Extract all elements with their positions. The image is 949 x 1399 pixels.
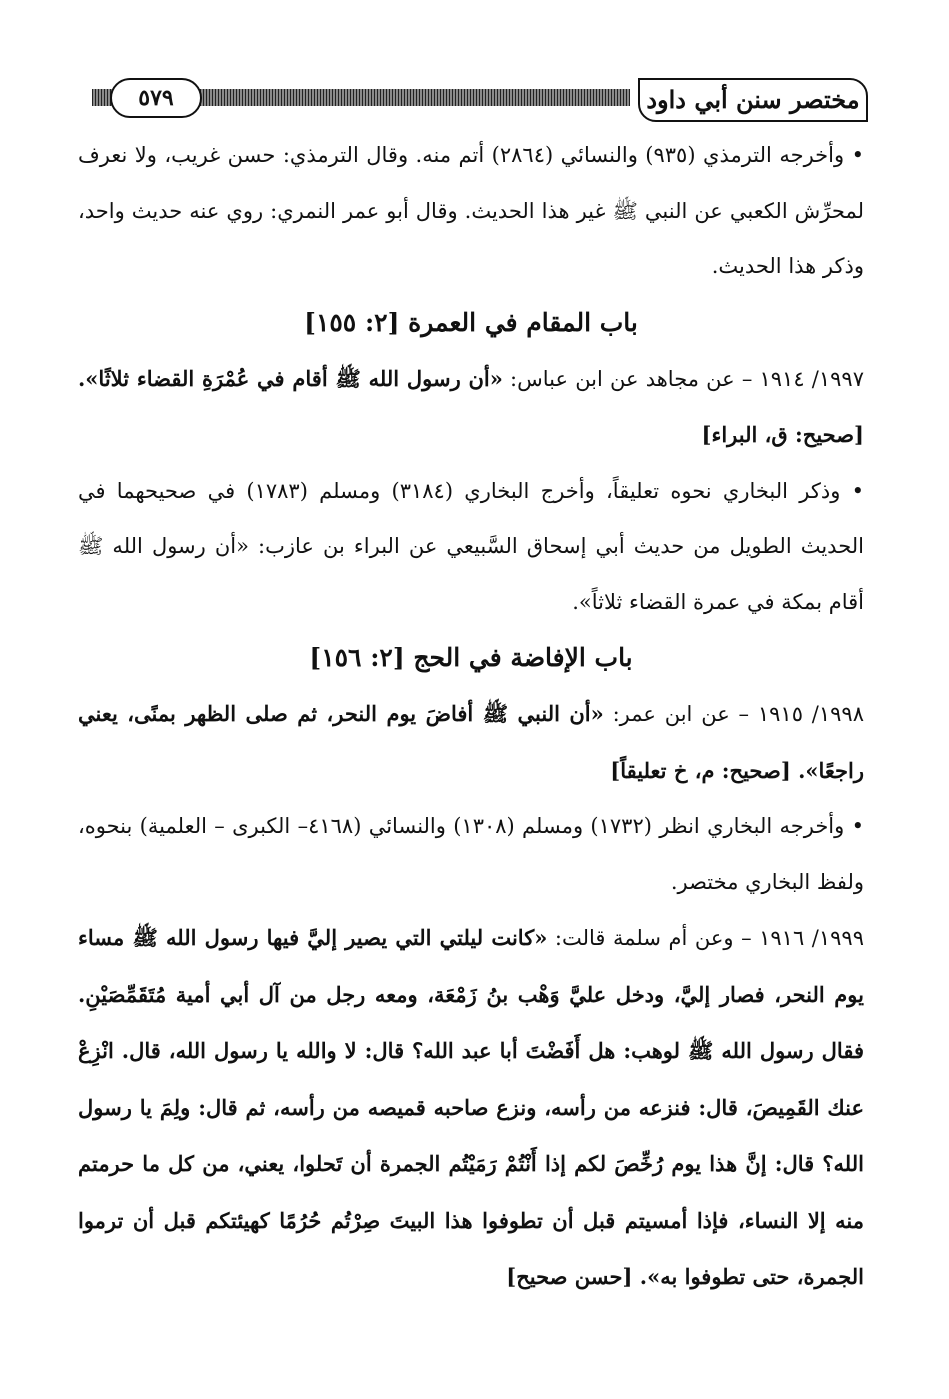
note-text: • وأخرجه البخاري انظر (١٧٣٢) ومسلم (١٣٠٨) والنسائي (٤١٦٨– الكبرى – العلمية) بنحوه، ولفظ البخاري مختصر. [78,814,864,894]
hadith-text: «أن رسول الله ﷺ أقام في عُمْرَةِ القضاء ثلاثًا». [صحيح: ق، البراء] [78,365,864,447]
hadith-intro: – وعن أم سلمة قالت: [547,926,760,950]
hadith-intro: – عن ابن عمر: [603,702,758,726]
hadith-text: «كانت ليلتي التي يصير إليَّ فيها رسول الله ﷺ مساء يوم النحر، فصار إليَّ، ودخل عليَّ وَهْب بنُ زَمْعَة، ومعه رجل من آل أبي أمية مُتَقَمِّصَيْنِ. فقال رسول الله ﷺ لوهب: هل أَفَضْتَ أبا عبد الله؟ قال: لا والله يا رسول الله، قال. انْزِعْ عنك القَمِيصَ، قال: فنزعه من رأسه، ونزع صاحبه قميصه من رأسه، ثم قال: ولِمَ يا رسول الله؟ قال: إنَّ هذا يوم رُخِّصَ لكم إذا أَنْتُمْ رَمَيْتُم الجمرة أن تَحلوا، يعني، من كل ما حرمتم منه إلا النساء، فإذا أمسيتم قبل أن تطوفوا هذا البيتَ صِرْتُم حُرُمًا كهيئتكم قبل أن ترموا الجمرة، حتى تطوفوا به». [حسن صحيح] [78,925,864,1289]
note-paragraph [78,128,864,295]
hadith-paragraph [78,351,864,464]
note-paragraph [78,799,864,910]
hadith-number: ١٩٩٨/ ١٩١٥ [757,702,864,726]
page-header [92,78,868,122]
hadith-text: «أن النبي ﷺ أفاضَ يوم النحر، ثم صلى الظهر بمنًى، يعني راجعًا». [صحيح: م، خ تعليقاً] [78,701,864,783]
book-title: مختصر سنن أبي داود [638,78,868,122]
page-number: ٥٧٩ [110,78,202,118]
hadith-paragraph [78,686,864,799]
hadith-number: ١٩٩٩/ ١٩١٦ [759,926,864,950]
chapter-heading: باب المقام في العمرة [٢: ١٥٥] [304,307,638,337]
hadith-paragraph [78,910,864,1306]
note-text: • وأخرجه الترمذي (٩٣٥) والنسائي (٢٨٦٤) أتم منه. وقال الترمذي: حسن غريب، ولا نعرف لمحرِّش الكعبي عن النبي ﷺ غير هذا الحديث. وقال أبو عمر النمري: روي عنه حديث واحد، وذكر هذا الحديث. [78,143,864,278]
chapter-heading: باب الإفاضة في الحج [٢: ١٥٦] [309,643,633,672]
note-paragraph [78,464,864,631]
hadith-intro: – عن مجاهد عن ابن عباس: [502,366,760,391]
note-text: • وذكر البخاري نحوه تعليقاً، وأخرج البخاري (٣١٨٤) ومسلم (١٧٨٣) في صحيحهما في الحديث الطويل من حديث أبي إسحاق السَّبيعي عن البراء بن عازب: «أن رسول الله ﷺ أقام بمكة في عمرة القضاء ثلاثاً». [78,478,864,614]
hadith-number: ١٩٩٧/ ١٩١٤ [759,366,864,391]
page-body [78,128,864,1306]
